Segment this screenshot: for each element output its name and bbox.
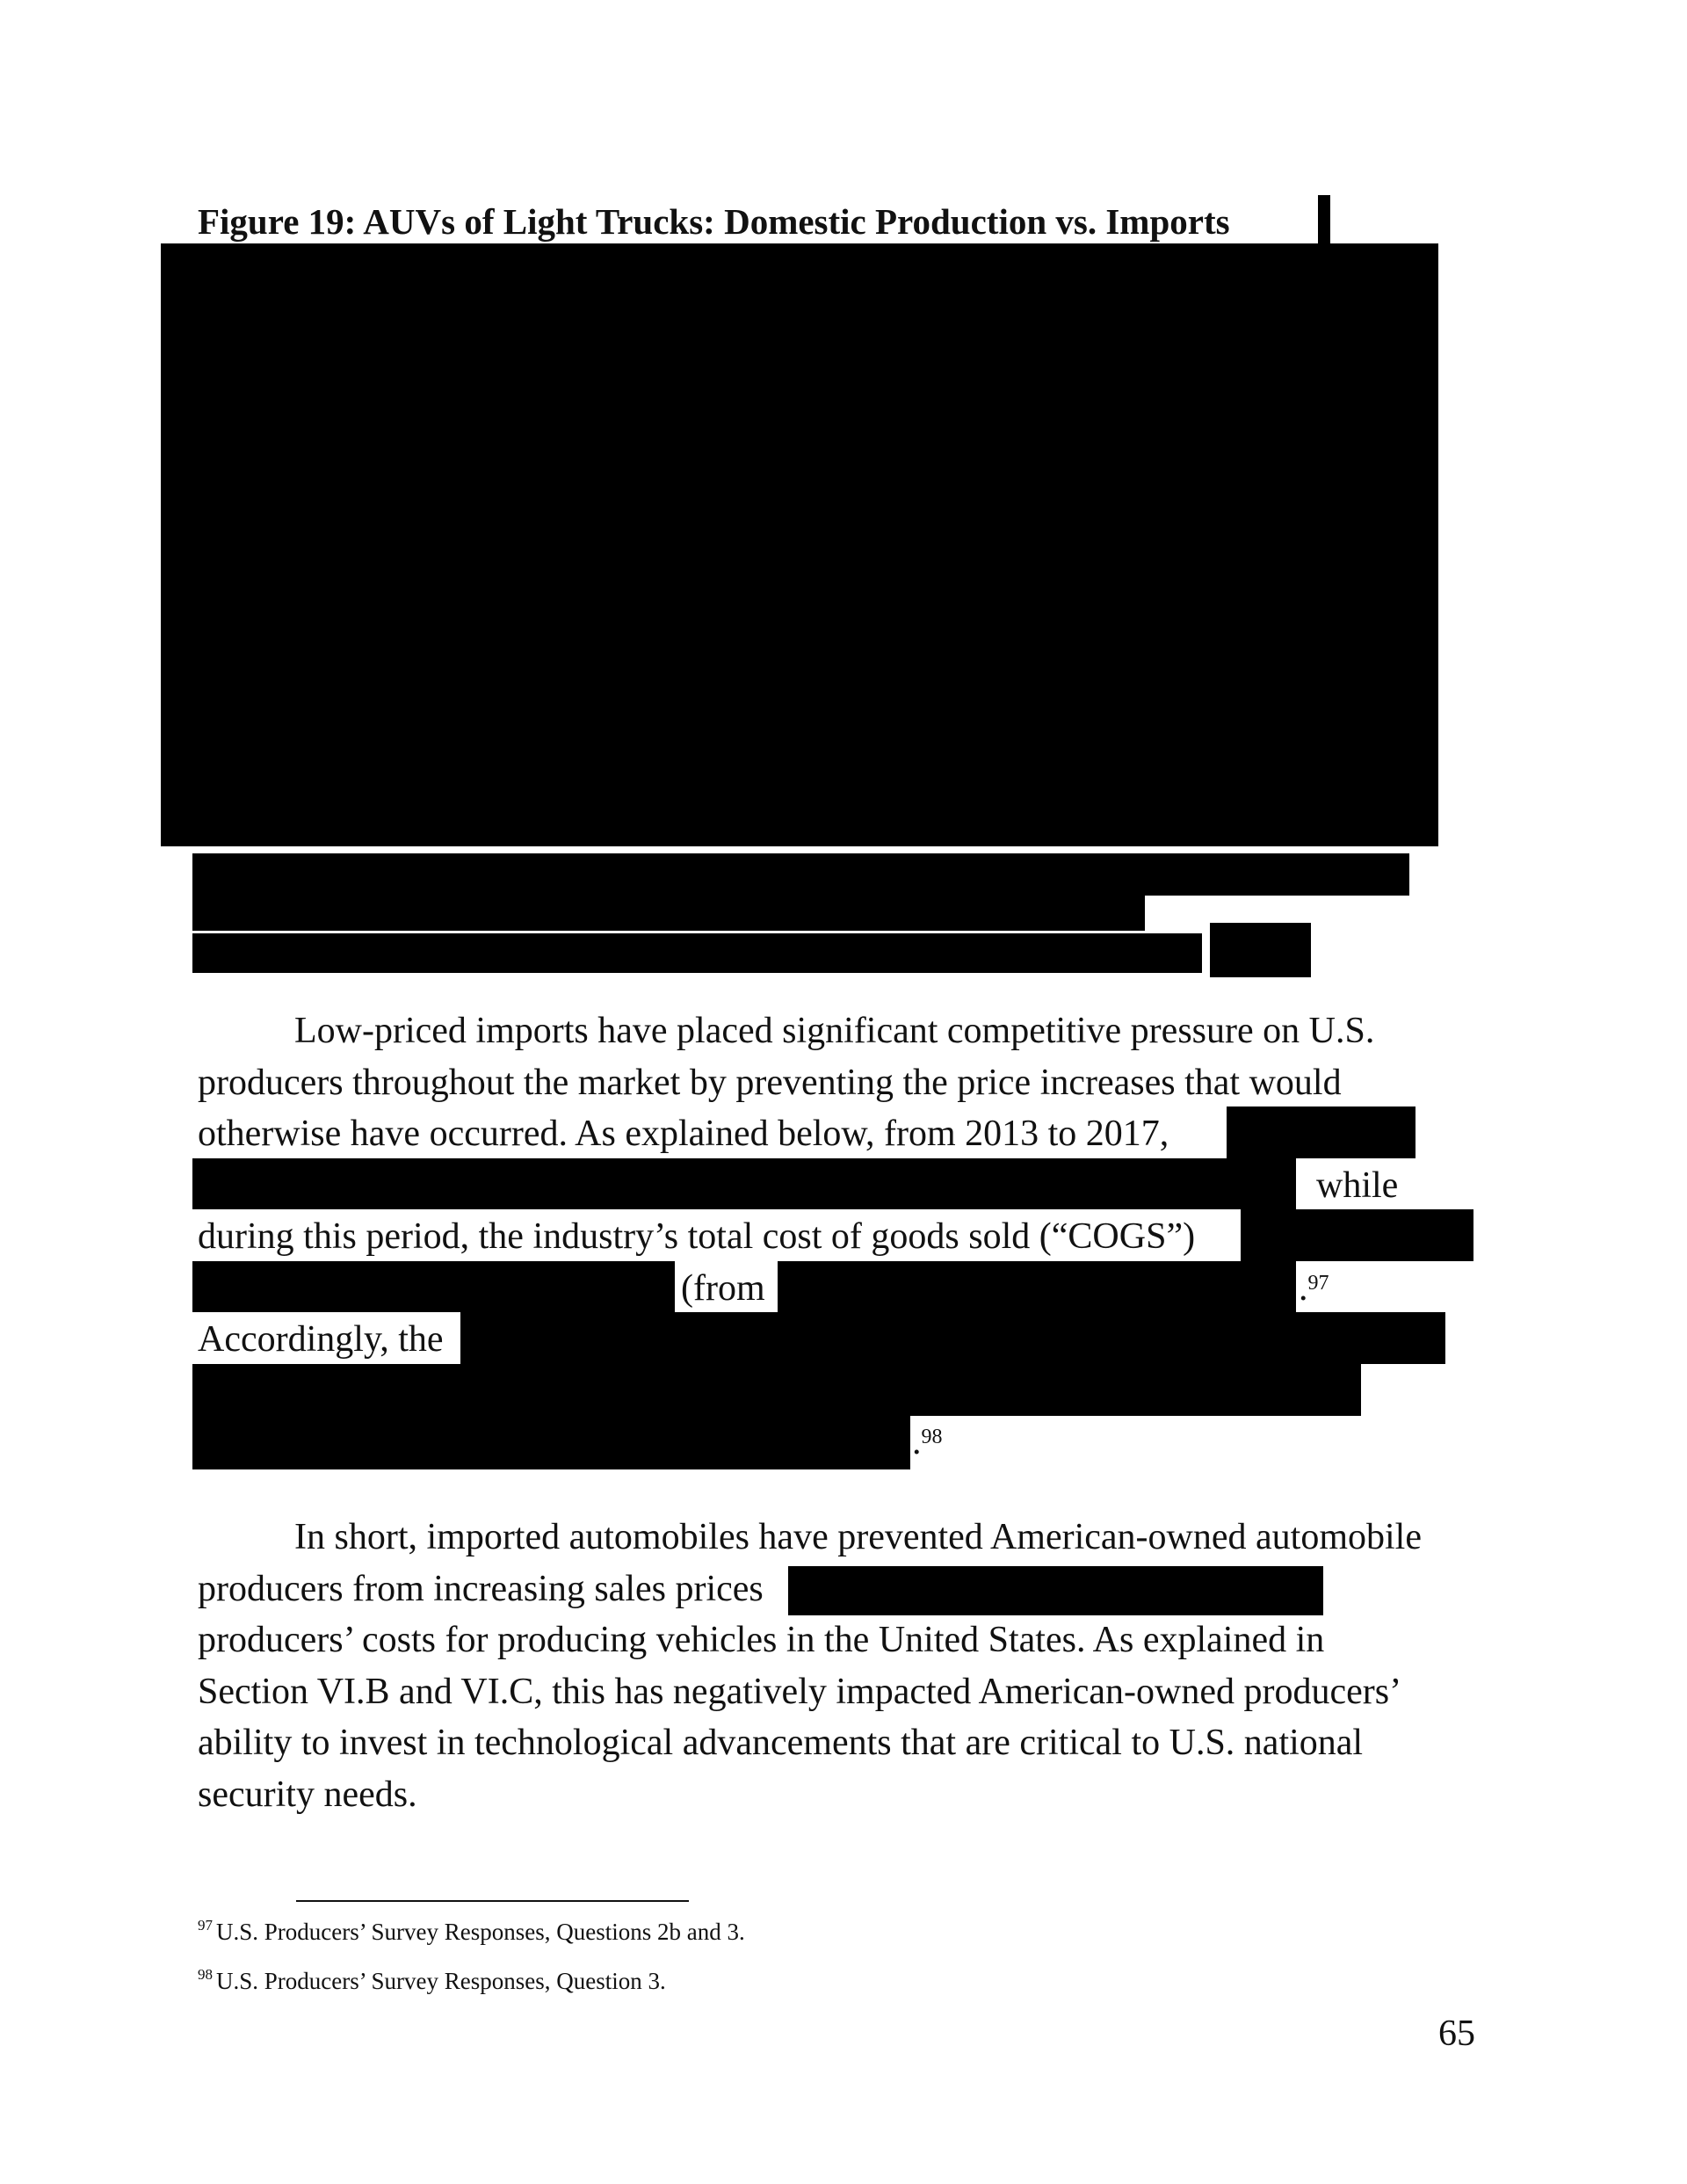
paragraph-line: producers’ costs for producing vehicles in the United States. As explained in [198, 1620, 1325, 1660]
redaction [192, 1364, 1361, 1416]
footnote-divider [296, 1900, 689, 1902]
footnote-ref-98[interactable]: .$^{98}$ [912, 1422, 943, 1462]
redaction [1210, 923, 1311, 977]
redaction [192, 1158, 1296, 1209]
paragraph-line: otherwise have occurred. As explained below, from 2013 to 2017, [198, 1114, 1169, 1154]
paragraph-line: Section VI.B and VI.C, this has negatively impacted American-owned producers’ [198, 1672, 1402, 1712]
redacted-figure [161, 243, 1438, 846]
redaction [778, 1261, 1296, 1312]
redaction [788, 1566, 1323, 1615]
paragraph-line: while [1316, 1165, 1399, 1206]
redaction [1318, 195, 1330, 244]
paragraph-line: security needs. [198, 1774, 417, 1815]
redaction [460, 1312, 1445, 1364]
paragraph-line: (from [681, 1268, 765, 1309]
paragraph-line: producers from increasing sales prices [198, 1569, 764, 1609]
paragraph-line: ability to invest in technological advancements that are critical to U.S. national [198, 1723, 1364, 1763]
paragraph-line: during this period, the industry’s total cost of goods sold (“COGS”) [198, 1216, 1196, 1257]
footnote-97: $^{97}$ U.S. Producers’ Survey Responses, Questions 2b and 3. [198, 1917, 745, 1945]
redacted-caption [192, 896, 1145, 931]
paragraph-line: producers throughout the market by preventing the price increases that would [198, 1063, 1342, 1103]
redacted-caption [192, 853, 1409, 896]
redaction [192, 1261, 675, 1312]
redaction [192, 1416, 910, 1469]
footnote-98: $^{98}$ U.S. Producers’ Survey Responses, Question 3. [198, 1966, 666, 1994]
paragraph-line: Low-priced imports have placed significant competitive pressure on U.S. [294, 1011, 1375, 1051]
page-number: 65 [1438, 2013, 1475, 2054]
paragraph-line: Accordingly, the [198, 1319, 444, 1360]
figure-title: Figure 19: AUVs of Light Trucks: Domestic Production vs. Imports [198, 201, 1230, 242]
paragraph-line: In short, imported automobiles have prevented American-owned automobile [294, 1517, 1422, 1557]
redaction [1241, 1209, 1473, 1261]
redaction [1227, 1107, 1415, 1158]
footnote-ref-97[interactable]: .$^{97}$ [1299, 1268, 1329, 1309]
redacted-caption [192, 933, 1202, 973]
